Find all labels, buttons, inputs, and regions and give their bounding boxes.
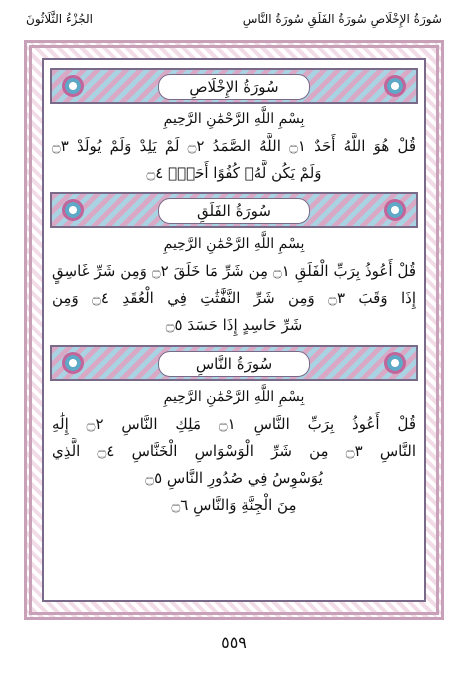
verse-line: إِذَا وَقَبَ ۝٣ وَمِن شَرِّ النَّفَّٰثَٰتِ فِي الْعُقَدِ ۝٤ وَمِن — [52, 289, 416, 307]
surah-banner-falaq — [50, 192, 418, 228]
rosette-icon — [62, 75, 84, 97]
rosette-icon — [384, 199, 406, 221]
verse-line: وَلَمْ يَكُن لَّهُۥ كُفُوًا أَحَدٌۢ ۝٤ — [146, 164, 322, 182]
surah-title: سُورَةُ الفَلَقِ — [158, 198, 310, 224]
verse-line: قُلْ هُوَ اللَّهُ أَحَدٌ ۝١ اللَّهُ الصَّمَدُ ۝٢ لَمْ يَلِدْ وَلَمْ يُولَدْ ۝٣ — [52, 137, 416, 155]
surah-title: سُورَةُ النَّاسِ — [158, 351, 310, 377]
surah-names-header: سُورَةُ الإِخْلَاصِ سُورَةُ الفَلَقِ سُورَةُ النَّاسِ — [242, 12, 442, 26]
rosette-icon — [62, 199, 84, 221]
rosette-icon — [62, 352, 84, 374]
basmala: بِسْمِ اللَّهِ الرَّحْمَٰنِ الرَّحِيمِ — [163, 389, 305, 405]
rosette-icon — [384, 352, 406, 374]
verse-line: مِنَ الْجِنَّةِ وَالنَّاسِ ۝٦ — [171, 496, 297, 514]
basmala: بِسْمِ اللَّهِ الرَّحْمَٰنِ الرَّحِيمِ — [163, 236, 305, 252]
verse-line: قُلْ أَعُوذُ بِرَبِّ الْفَلَقِ ۝١ مِن شَرِّ مَا خَلَقَ ۝٢ وَمِن شَرِّ غَاسِقٍ — [52, 262, 416, 280]
verse-line: يُوَسْوِسُ فِي صُدُورِ النَّاسِ ۝٥ — [145, 469, 323, 487]
page-number: ٥٥٩ — [221, 633, 247, 652]
page-header — [26, 10, 442, 36]
surah-banner-ikhlas — [50, 68, 418, 104]
text-area — [42, 58, 426, 602]
surah-title: سُورَةُ الإِخْلَاصِ — [158, 74, 310, 100]
verse-line: النَّاسِ ۝٣ مِن شَرِّ الْوَسْوَاسِ الْخَنَّاسِ ۝٤ الَّذِي — [52, 442, 416, 460]
juz-label: الجُزْءُ الثَّلَاثُونَ — [26, 12, 93, 26]
ornamental-frame — [24, 40, 444, 620]
verse-line: قُلْ أَعُوذُ بِرَبِّ النَّاسِ ۝١ مَلِكِ النَّاسِ ۝٢ إِلَٰهِ — [52, 415, 416, 433]
basmala: بِسْمِ اللَّهِ الرَّحْمَٰنِ الرَّحِيمِ — [163, 111, 305, 127]
verse-line: شَرِّ حَاسِدٍ إِذَا حَسَدَ ۝٥ — [165, 316, 303, 334]
surah-banner-nas — [50, 345, 418, 381]
rosette-icon — [384, 75, 406, 97]
